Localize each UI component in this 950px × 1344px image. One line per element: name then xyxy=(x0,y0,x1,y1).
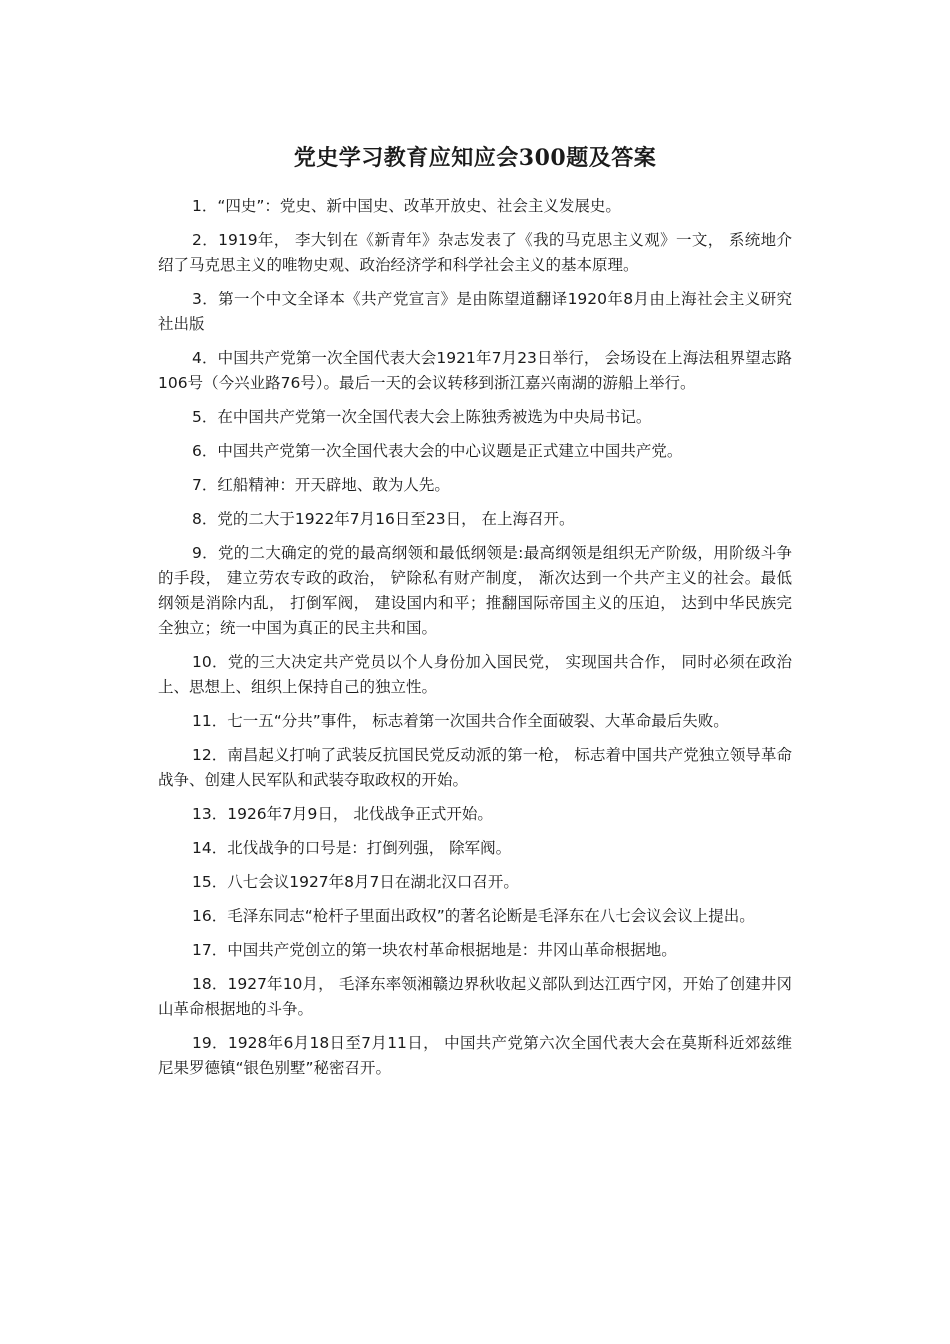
list-item: 12．南昌起义打响了武装反抗国民党反动派的第一枪， 标志着中国共产党独立领导革命战争、创建人民军队和武装夺取政权的开始。 xyxy=(158,746,792,789)
list-item: 7．红船精神：开天辟地、敢为人先。 xyxy=(192,476,450,494)
list-item: 9．党的二大确定的党的最高纲领和最低纲领是:最高纲领是组织无产阶级，用阶级斗争的手段， 建立劳农专政的政治， 铲除私有财产制度， 渐次达到一个共产主义的社会。最低纲领是消除内乱， 打倒军阀， 建设国内和平；推翻国际帝国主义的压迫， 达到中华民族完全独立；统一中国为真正的民主共和国。 xyxy=(158,544,792,637)
document-body xyxy=(158,194,792,1090)
list-item: 3．第一个中文全译本《共产党宣言》是由陈望道翻译1920年8月由上海社会主义研究社出版 xyxy=(158,290,792,333)
list-item: 6．中国共产党第一次全国代表大会的中心议题是正式建立中国共产党。 xyxy=(192,442,683,460)
list-item: 11．七一五“分共”事件， 标志着第一次国共合作全面破裂、大革命最后失败。 xyxy=(192,712,729,730)
list-item: 13．1926年7月9日， 北伐战争正式开始。 xyxy=(192,805,493,823)
list-item: 4．中国共产党第一次全国代表大会1921年7月23日举行， 会场设在上海法租界望志路106号（今兴业路76号）。最后一天的会议转移到浙江嘉兴南湖的游船上举行。 xyxy=(158,349,792,392)
list-item: 1．“四史”：党史、新中国史、改革开放史、社会主义发展史。 xyxy=(192,197,621,215)
list-item: 15．八七会议1927年8月7日在湖北汉口召开。 xyxy=(192,873,519,891)
document-title: 党史学习教育应知应会300题及答案 xyxy=(293,145,657,171)
list-item: 10．党的三大决定共产党员以个人身份加入国民党， 实现国共合作， 同时必须在政治上、思想上、组织上保持自己的独立性。 xyxy=(158,653,792,696)
list-item: 2．1919年， 李大钊在《新青年》杂志发表了《我的马克思主义观》一文， 系统地介绍了马克思主义的唯物史观、政治经济学和科学社会主义的基本原理。 xyxy=(158,231,792,274)
list-item: 8．党的二大于1922年7月16日至23日， 在上海召开。 xyxy=(192,510,575,528)
list-item: 14．北伐战争的口号是：打倒列强， 除军阀。 xyxy=(192,839,512,857)
list-item: 19．1928年6月18日至7月11日， 中国共产党第六次全国代表大会在莫斯科近郊兹维尼果罗德镇“银色别墅”秘密召开。 xyxy=(158,1034,792,1077)
list-item: 5．在中国共产党第一次全国代表大会上陈独秀被选为中央局书记。 xyxy=(192,408,652,426)
list-item: 17．中国共产党创立的第一块农村革命根据地是：井冈山革命根据地。 xyxy=(192,941,677,959)
list-item: 18．1927年10月， 毛泽东率领湘赣边界秋收起义部队到达江西宁冈，开始了创建井冈山革命根据地的斗争。 xyxy=(158,975,792,1018)
list-item: 16．毛泽东同志“枪杆子里面出政权”的著名论断是毛泽东在八七会议会议上提出。 xyxy=(192,907,755,925)
